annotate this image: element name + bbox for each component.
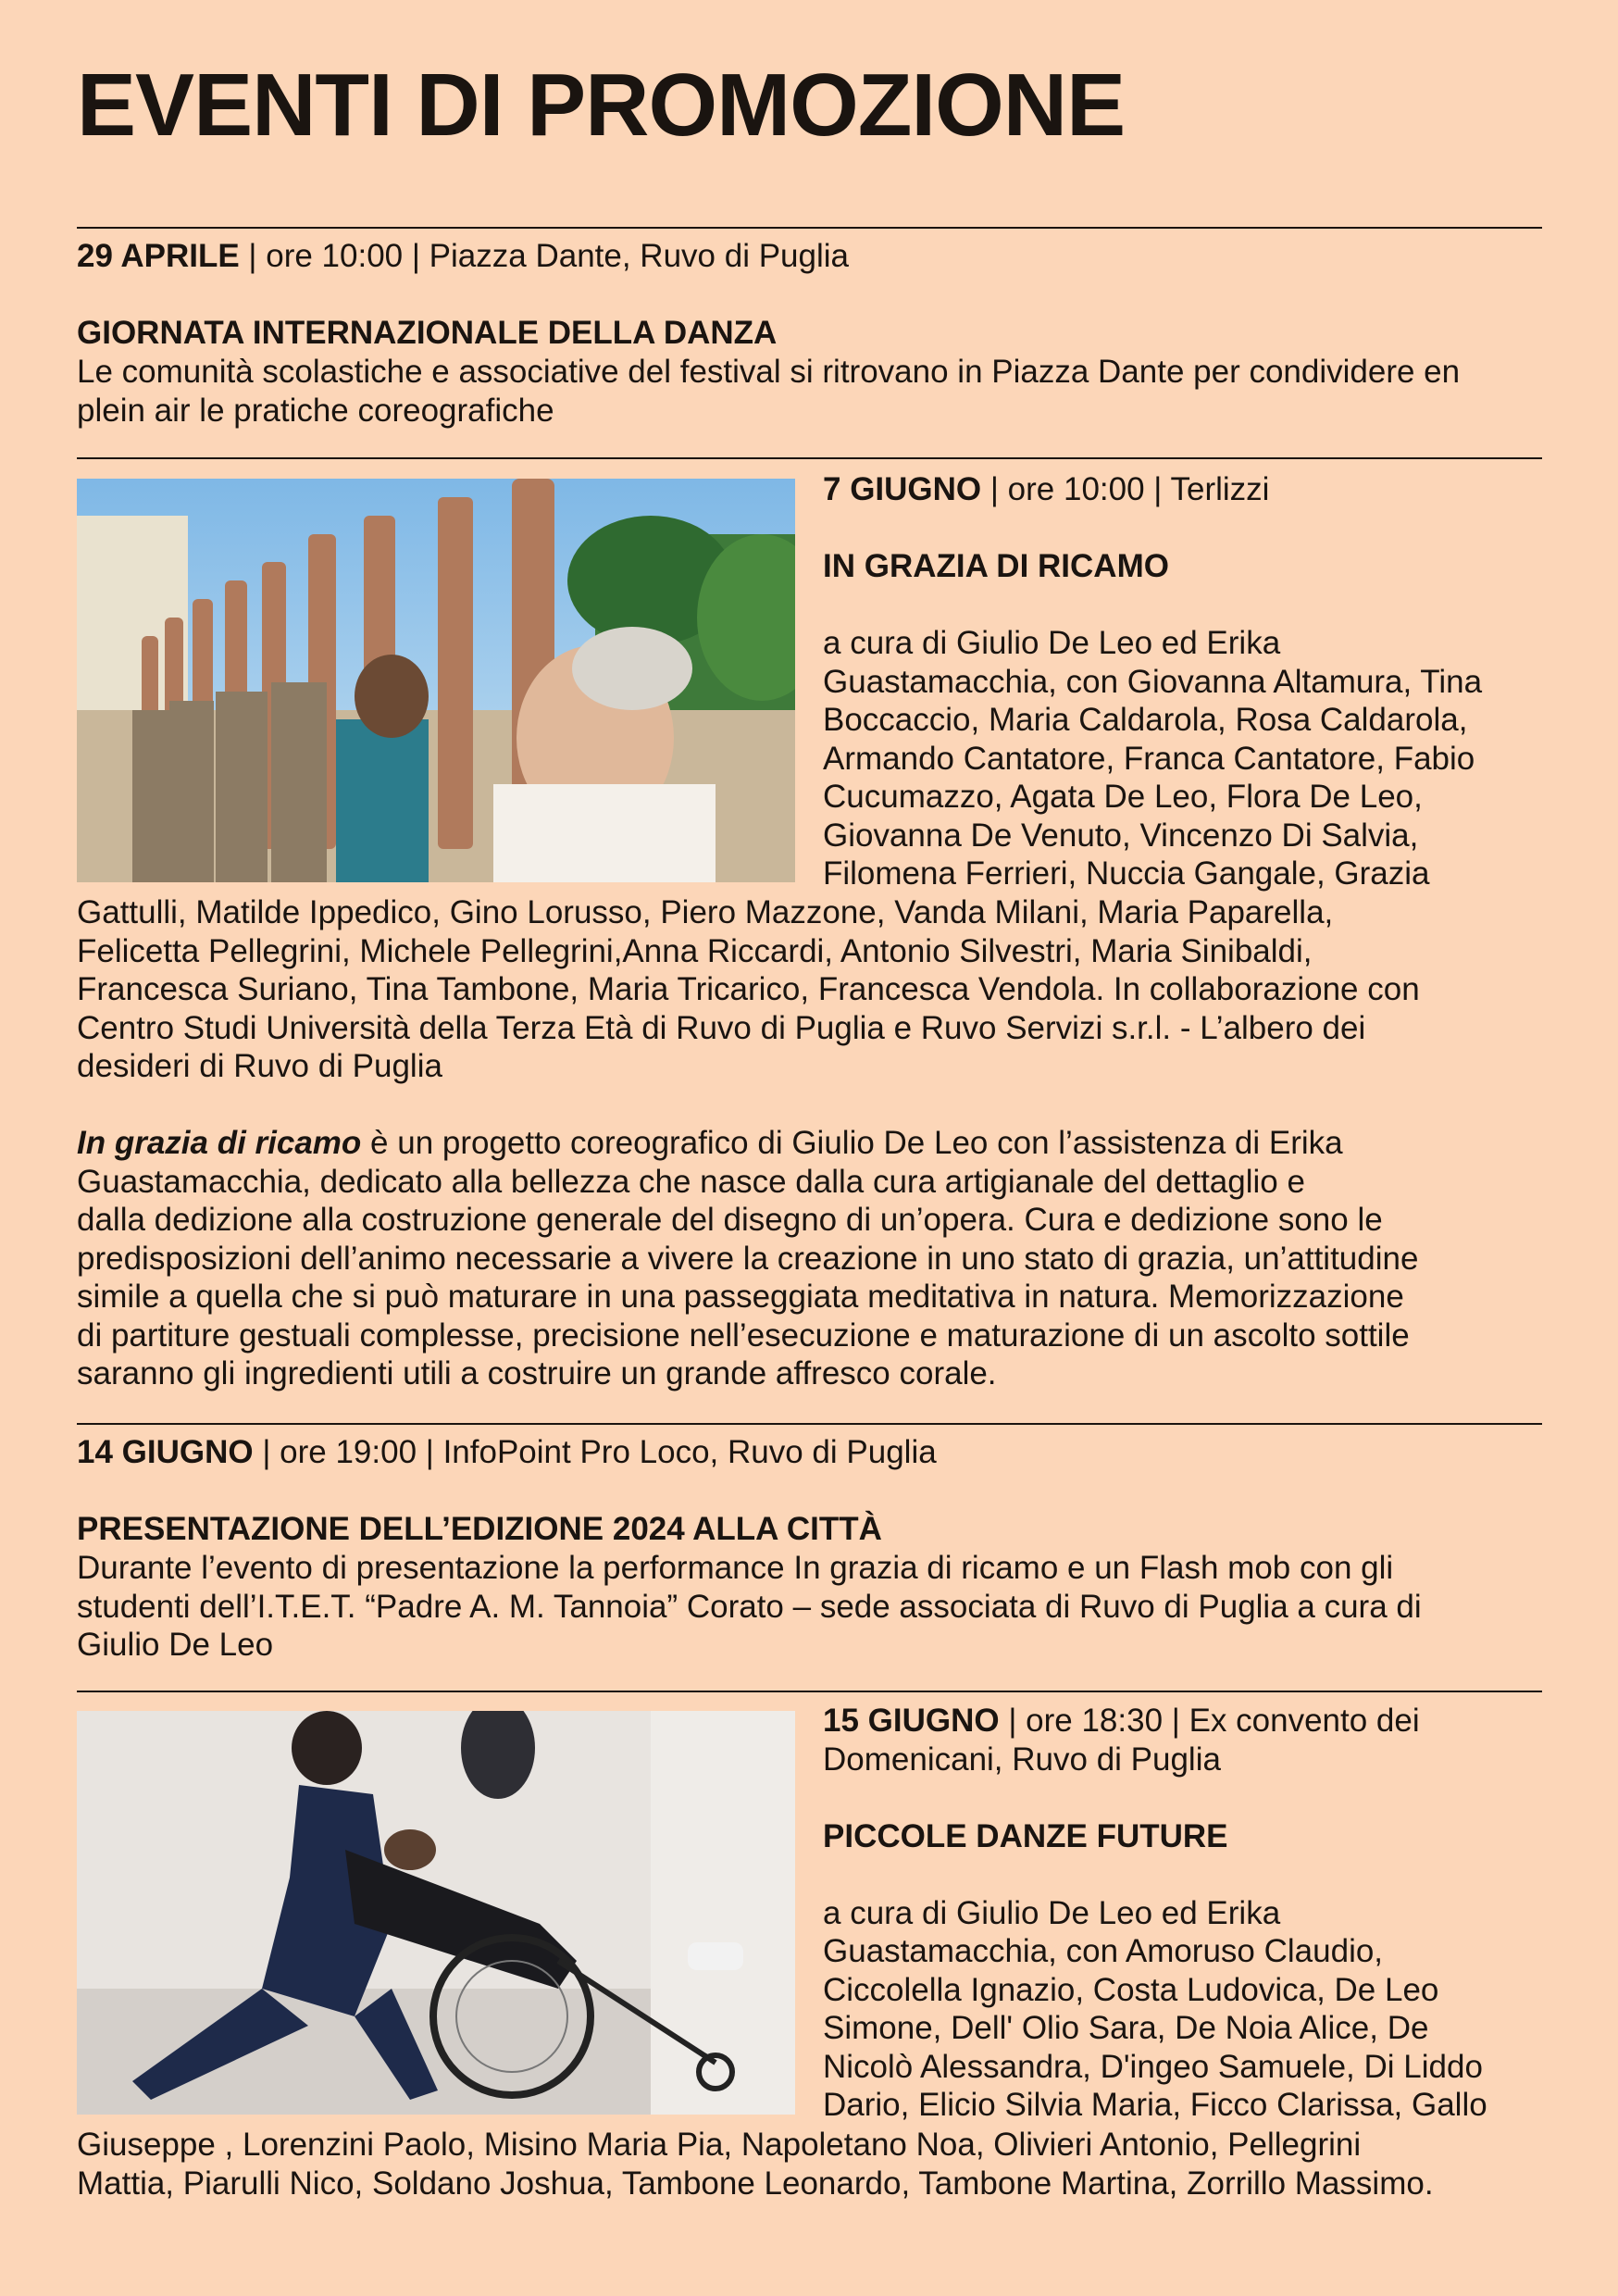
credits-line: a cura di Giulio De Leo ed Erika bbox=[823, 1894, 1281, 1931]
event-meta bbox=[77, 237, 849, 276]
credits-line: Guastamacchia, con Giovanna Altamura, Tina bbox=[823, 663, 1483, 700]
description-line: dalla dedizione alla costruzione generale del disegno di un’opera. Cura e dedizione sono le bbox=[77, 1202, 1383, 1238]
event-credits-continued bbox=[77, 2126, 1542, 2202]
description-italic-title: In grazia di ricamo bbox=[77, 1125, 362, 1161]
event-date: 29 APRILE bbox=[77, 238, 240, 274]
description-line: In grazia di ricamo è un progetto coreografico di Giulio De Leo con l’assistenza di Erika bbox=[77, 1125, 1343, 1161]
event-credits-continued bbox=[77, 893, 1542, 1086]
credits-line: Boccaccio, Maria Caldarola, Rosa Caldarola, bbox=[823, 702, 1468, 738]
event-title: PRESENTAZIONE DELL’EDIZIONE 2024 ALLA CITTÀ bbox=[77, 1511, 882, 1547]
description-line: predisposizioni dell’animo necessarie a vivere la creazione in uno stato di grazia, un’attitudine bbox=[77, 1240, 1419, 1277]
event-date: 7 GIUGNO bbox=[823, 471, 982, 507]
credits-line: Guastamacchia, con Amoruso Claudio, bbox=[823, 1933, 1384, 1969]
event-time-place: | ore 10:00 | Piazza Dante, Ruvo di Puglia bbox=[239, 238, 849, 274]
event-description: Le comunità scolastiche e associative del festival si ritrovano in Piazza Dante per condividere en plein air le pratiche coreografiche bbox=[77, 354, 1461, 429]
divider bbox=[77, 227, 1542, 229]
credits-line: Gattulli, Matilde Ippedico, Gino Lorusso, Piero Mazzone, Vanda Milani, Maria Paparella, bbox=[77, 894, 1334, 930]
credits-line: Giovanna De Venuto, Vincenzo Di Salvia, bbox=[823, 817, 1419, 854]
event-date: 14 GIUGNO bbox=[77, 1434, 254, 1470]
photo-dancer-wheelchair bbox=[77, 1711, 795, 2115]
event-meta bbox=[77, 1433, 937, 1472]
divider bbox=[77, 1691, 1542, 1692]
event-time-place: | ore 19:00 | InfoPoint Pro Loco, Ruvo di Puglia bbox=[253, 1434, 937, 1470]
credits-line: Giuseppe , Lorenzini Paolo, Misino Maria Pia, Napoletano Noa, Olivieri Antonio, Pellegrini bbox=[77, 2127, 1362, 2163]
event-description bbox=[77, 1549, 1542, 1665]
event-description bbox=[77, 1124, 1542, 1393]
event-side-column bbox=[823, 1702, 1542, 2125]
description-line: di partiture gestuali complesse, precisione nell’esecuzione e maturazione di un ascolto sottile bbox=[77, 1316, 1410, 1354]
page-title: EVENTI DI PROMOZIONE bbox=[77, 56, 1126, 155]
description-line: saranno gli ingredienti utili a costruire un grande affresco corale. bbox=[77, 1355, 997, 1391]
event-title: GIORNATA INTERNAZIONALE DELLA DANZA bbox=[77, 315, 778, 351]
description-line: studenti dell’I.T.E.T. “Padre A. M. Tannoia” Corato – sede associata di Ruvo di Puglia a cura di bbox=[77, 1588, 1422, 1625]
event-date: 15 GIUGNO bbox=[823, 1703, 1000, 1739]
event-time-place: | ore 10:00 | Terlizzi bbox=[981, 471, 1270, 507]
event-title: PICCOLE DANZE FUTURE bbox=[823, 1817, 1228, 1854]
event-meta bbox=[823, 1702, 1542, 1741]
credits-line: Dario, Elicio Silvia Maria, Ficco Clarissa, Gallo bbox=[823, 2087, 1487, 2123]
credits-line: Cucumazzo, Agata De Leo, Flora De Leo, bbox=[823, 779, 1423, 815]
credits-line: Ciccolella Ignazio, Costa Ludovica, De Leo bbox=[823, 1971, 1439, 2008]
credits-line: Nicolò Alessandra, D'ingeo Samuele, Di Liddo bbox=[823, 2048, 1483, 2085]
credits-line: Simone, Dell' Olio Sara, De Noia Alice, De bbox=[823, 2010, 1429, 2046]
event-title: IN GRAZIA DI RICAMO bbox=[823, 548, 1169, 584]
photo-dancers-arms-raised bbox=[77, 479, 795, 882]
credits-line: a cura di Giulio De Leo ed Erika bbox=[823, 625, 1281, 661]
credits-line: Mattia, Piarulli Nico, Soldano Joshua, Tambone Leonardo, Tambone Martina, Zorrillo Massimo. bbox=[77, 2165, 1434, 2202]
description-line: simile a quella che si può maturare in una passeggiata meditativa in natura. Memorizzazione bbox=[77, 1279, 1404, 1315]
event-credits bbox=[823, 1894, 1542, 2125]
event-meta bbox=[823, 470, 1542, 509]
event-time-place: | ore 18:30 | Ex convento dei bbox=[999, 1703, 1420, 1739]
divider bbox=[77, 457, 1542, 459]
credits-line: Felicetta Pellegrini, Michele Pellegrini,Anna Riccardi, Antonio Silvestri, Maria Sinibaldi, bbox=[77, 932, 1313, 969]
event-credits bbox=[823, 624, 1542, 893]
credits-line: Francesca Suriano, Tina Tambone, Maria Tricarico, Francesca Vendola. In collaborazione con bbox=[77, 971, 1420, 1007]
divider bbox=[77, 1423, 1542, 1425]
description-line: Durante l’evento di presentazione la performance In grazia di ricamo e un Flash mob con gli bbox=[77, 1550, 1394, 1586]
credits-line: Filomena Ferrieri, Nuccia Gangale, Grazia bbox=[823, 855, 1430, 892]
event-place-continued: Domenicani, Ruvo di Puglia bbox=[823, 1741, 1221, 1778]
description-line: Giulio De Leo bbox=[77, 1627, 274, 1663]
event-side-column bbox=[823, 470, 1542, 893]
credits-line: Armando Cantatore, Franca Cantatore, Fabio bbox=[823, 740, 1475, 777]
credits-line: Centro Studi Università della Terza Età di Ruvo di Puglia e Ruvo Servizi s.r.l. - L’albero dei bbox=[77, 1009, 1366, 1046]
description-line: Guastamacchia, dedicato alla bellezza che nasce dalla cura artigianale del dettaglio e bbox=[77, 1163, 1305, 1200]
credits-line: desideri di Ruvo di Puglia bbox=[77, 1048, 442, 1084]
